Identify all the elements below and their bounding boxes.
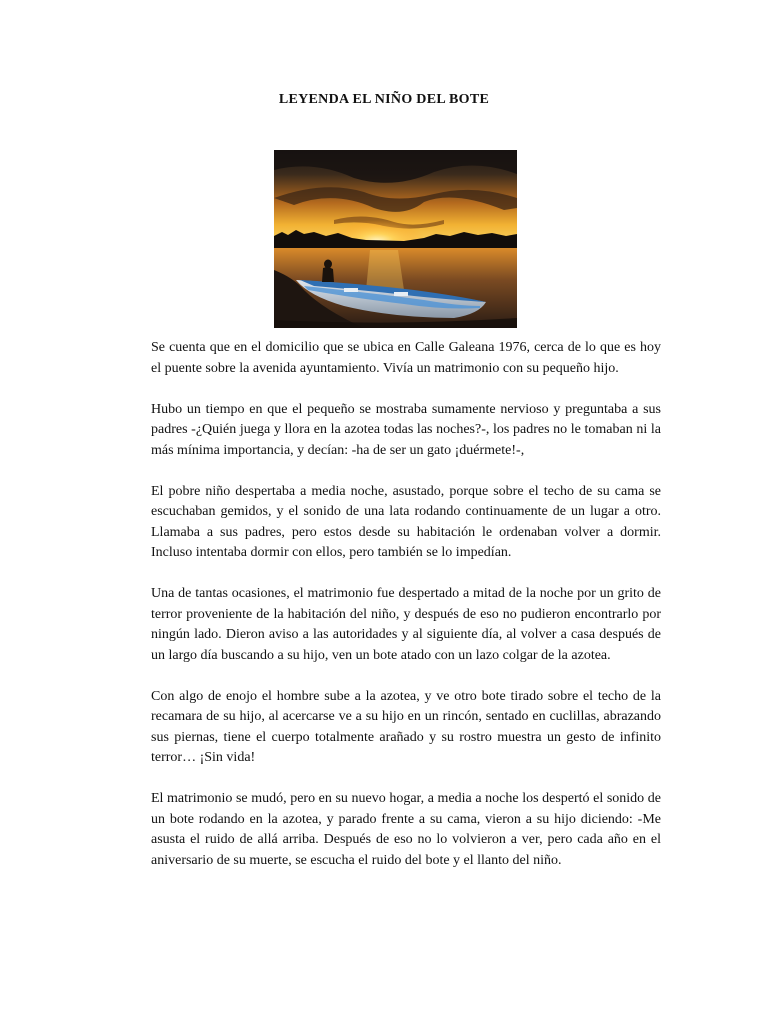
paragraph: Se cuenta que en el domicilio que se ubica en Calle Galeana 1976, cerca de lo que es hoy el puente sobre la avenida ayuntamiento. Vivía un matrimonio con su pequeño hijo. [151,340,661,376]
paragraph: Con algo de enojo el hombre sube a la azotea, y ve otro bote tirado sobre el techo de la recamara de su hijo, al acercarse ve a su hijo en un rincón, sentado en cuclillas, abrazando sus piernas, tiene el cuerpo totalmente arañado y su rostro muestra un gesto de infinito terror… ¡Sin vida! [151,688,661,765]
document-body [151,338,661,892]
document-title: LEYENDA EL NIÑO DEL BOTE [278,92,490,107]
paragraph: El pobre niño despertaba a media noche, asustado, porque sobre el techo de su cama se escuchaban gemidos, y el sonido de una lata rodando continuamente de un lugar a otro. Llamaba a sus padres, pero estos desde su habitación le ordenaban volver a dormir. Incluso intentaba dormir con ellos, pero también se lo impedían. [151,483,661,560]
paragraph: Una de tantas ocasiones, el matrimonio fue despertado a mitad de la noche por un grito de terror proveniente de la habitación del niño, y después de eso no pudieron encontrarlo por ningún lado. Dieron aviso a las autoridades y al siguiente día, al volver a casa después de un largo día buscando a su hijo, ven un bote atado con un lazo colgar de la azotea. [151,586,661,663]
paragraph: El matrimonio se mudó, pero en su nuevo hogar, a media a noche los despertó el sonido de un bote rodando en la azotea, y parado frente a su cama, vieron a su hijo diciendo: -Me asusta el ruido de allá arriba. Después de eso no lo volvieron a ver, pero cada año en el aniversario de su muerte, se escucha el ruido del bote y el llanto del niño. [151,791,661,868]
paragraph: Hubo un tiempo en que el pequeño se mostraba sumamente nervioso y preguntaba a sus padres -¿Quién juega y llora en la azotea todas las noches?-, los padres no le tomaban ni la más mínima importancia, y decían: -ha de ser un gato ¡duérmete!-, [151,401,661,458]
sunset-boat-photo [274,150,517,328]
